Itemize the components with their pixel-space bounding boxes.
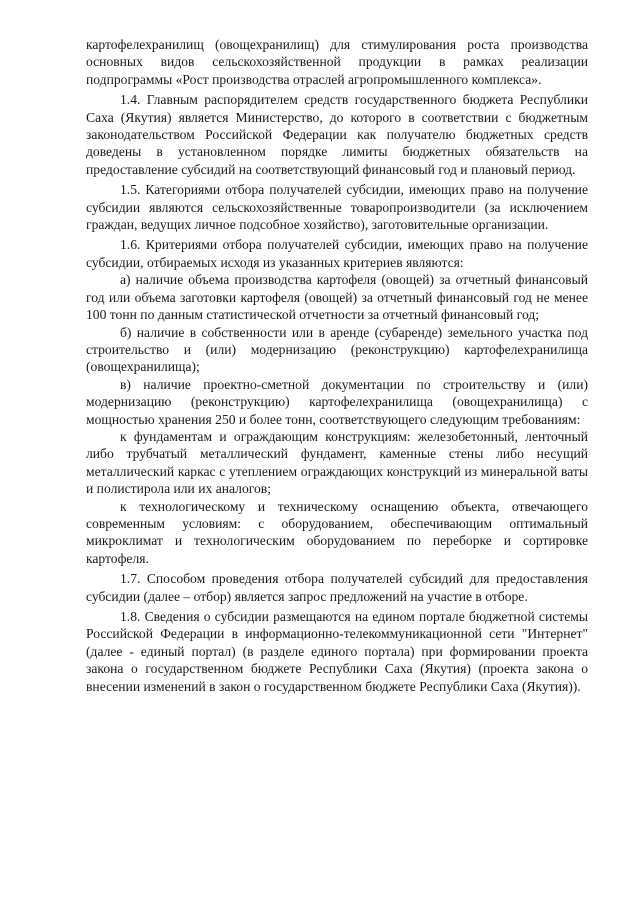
paragraph-1-5: 1.5. Категориями отбора получателей субсидии, имеющих право на получение субсидии являются сельскохозяйственные товаропроизводители (за исключением граждан, ведущих личное подсобное хозяйство), заготовительные организации. — [86, 182, 588, 233]
paragraph-technical-requirements: к технологическому и техническому оснащению объекта, отвечающего современным условиям: с оборудованием, обеспечивающим оптимальный микроклимат и технологическим оборудованием по переборке и сортировке картофеля. — [86, 498, 588, 566]
paragraph-1-4: 1.4. Главным распорядителем средств государственного бюджета Республики Саха (Якутия) является Министерство, до которого в соответствии с бюджетным законодательством Российской Федерации как получателю бюджетных средств доведены в установленном порядке лимиты бюджетных обязательств на предоставление субсидий на соответствующий финансовый год и плановый период. — [86, 92, 588, 177]
document-page — [86, 36, 588, 695]
paragraph-foundation-requirements: к фундаментам и ограждающим конструкциям: железобетонный, ленточный либо трубчатый металлический фундамент, каменные стены либо несущий металлический каркас с утеплением ограждающих конструкций из минеральной ваты и полистирола или их аналогов; — [86, 428, 588, 497]
paragraph-1-6: 1.6. Критериями отбора получателей субсидии, имеющих право на получение субсидии, отбираемых исходя из указанных критериев являются: — [86, 237, 588, 270]
paragraph-item-b: б) наличие в собственности или в аренде (субаренде) земельного участка под строительство и (или) модернизацию (реконструкцию) картофелехранилища (овощехранилища); — [86, 324, 588, 375]
paragraph-item-a: а) наличие объема производства картофеля (овощей) за отчетный финансовый год или объема заготовки картофеля (овощей) за отчетный финансовый год не менее 100 тонн по данным статистической отчетности за отчетный финансовый год; — [86, 272, 588, 323]
paragraph-continuation: картофелехранилищ (овощехранилищ) для стимулирования роста производства основных видов сельскохозяйственной продукции в рамках реализации подпрограммы «Рост производства отраслей агропромышленного комплекса». — [86, 37, 588, 87]
paragraph-1-7: 1.7. Способом проведения отбора получателей субсидий для предоставления субсидии (далее – отбор) является запрос предложений на участие в отборе. — [86, 571, 588, 604]
paragraph-1-8: 1.8. Сведения о субсидии размещаются на едином портале бюджетной системы Российской Федерации в информационно-телекоммуникационной сети "Интернет" (далее - единый портал) (в разделе единого портала) при формировании проекта закона о государственном бюджете Республики Саха (Якутия) (проекта закона о внесении изменений в закон о государственном бюджете Республики Саха (Якутия)). — [86, 609, 588, 694]
paragraph-item-v: в) наличие проектно-сметной документации по строительству и (или) модернизацию (реконструкцию) картофелехранилища (овощехранилища) с мощностью хранения 250 и более тонн, соответствующего следующим требованиям: — [86, 376, 588, 427]
